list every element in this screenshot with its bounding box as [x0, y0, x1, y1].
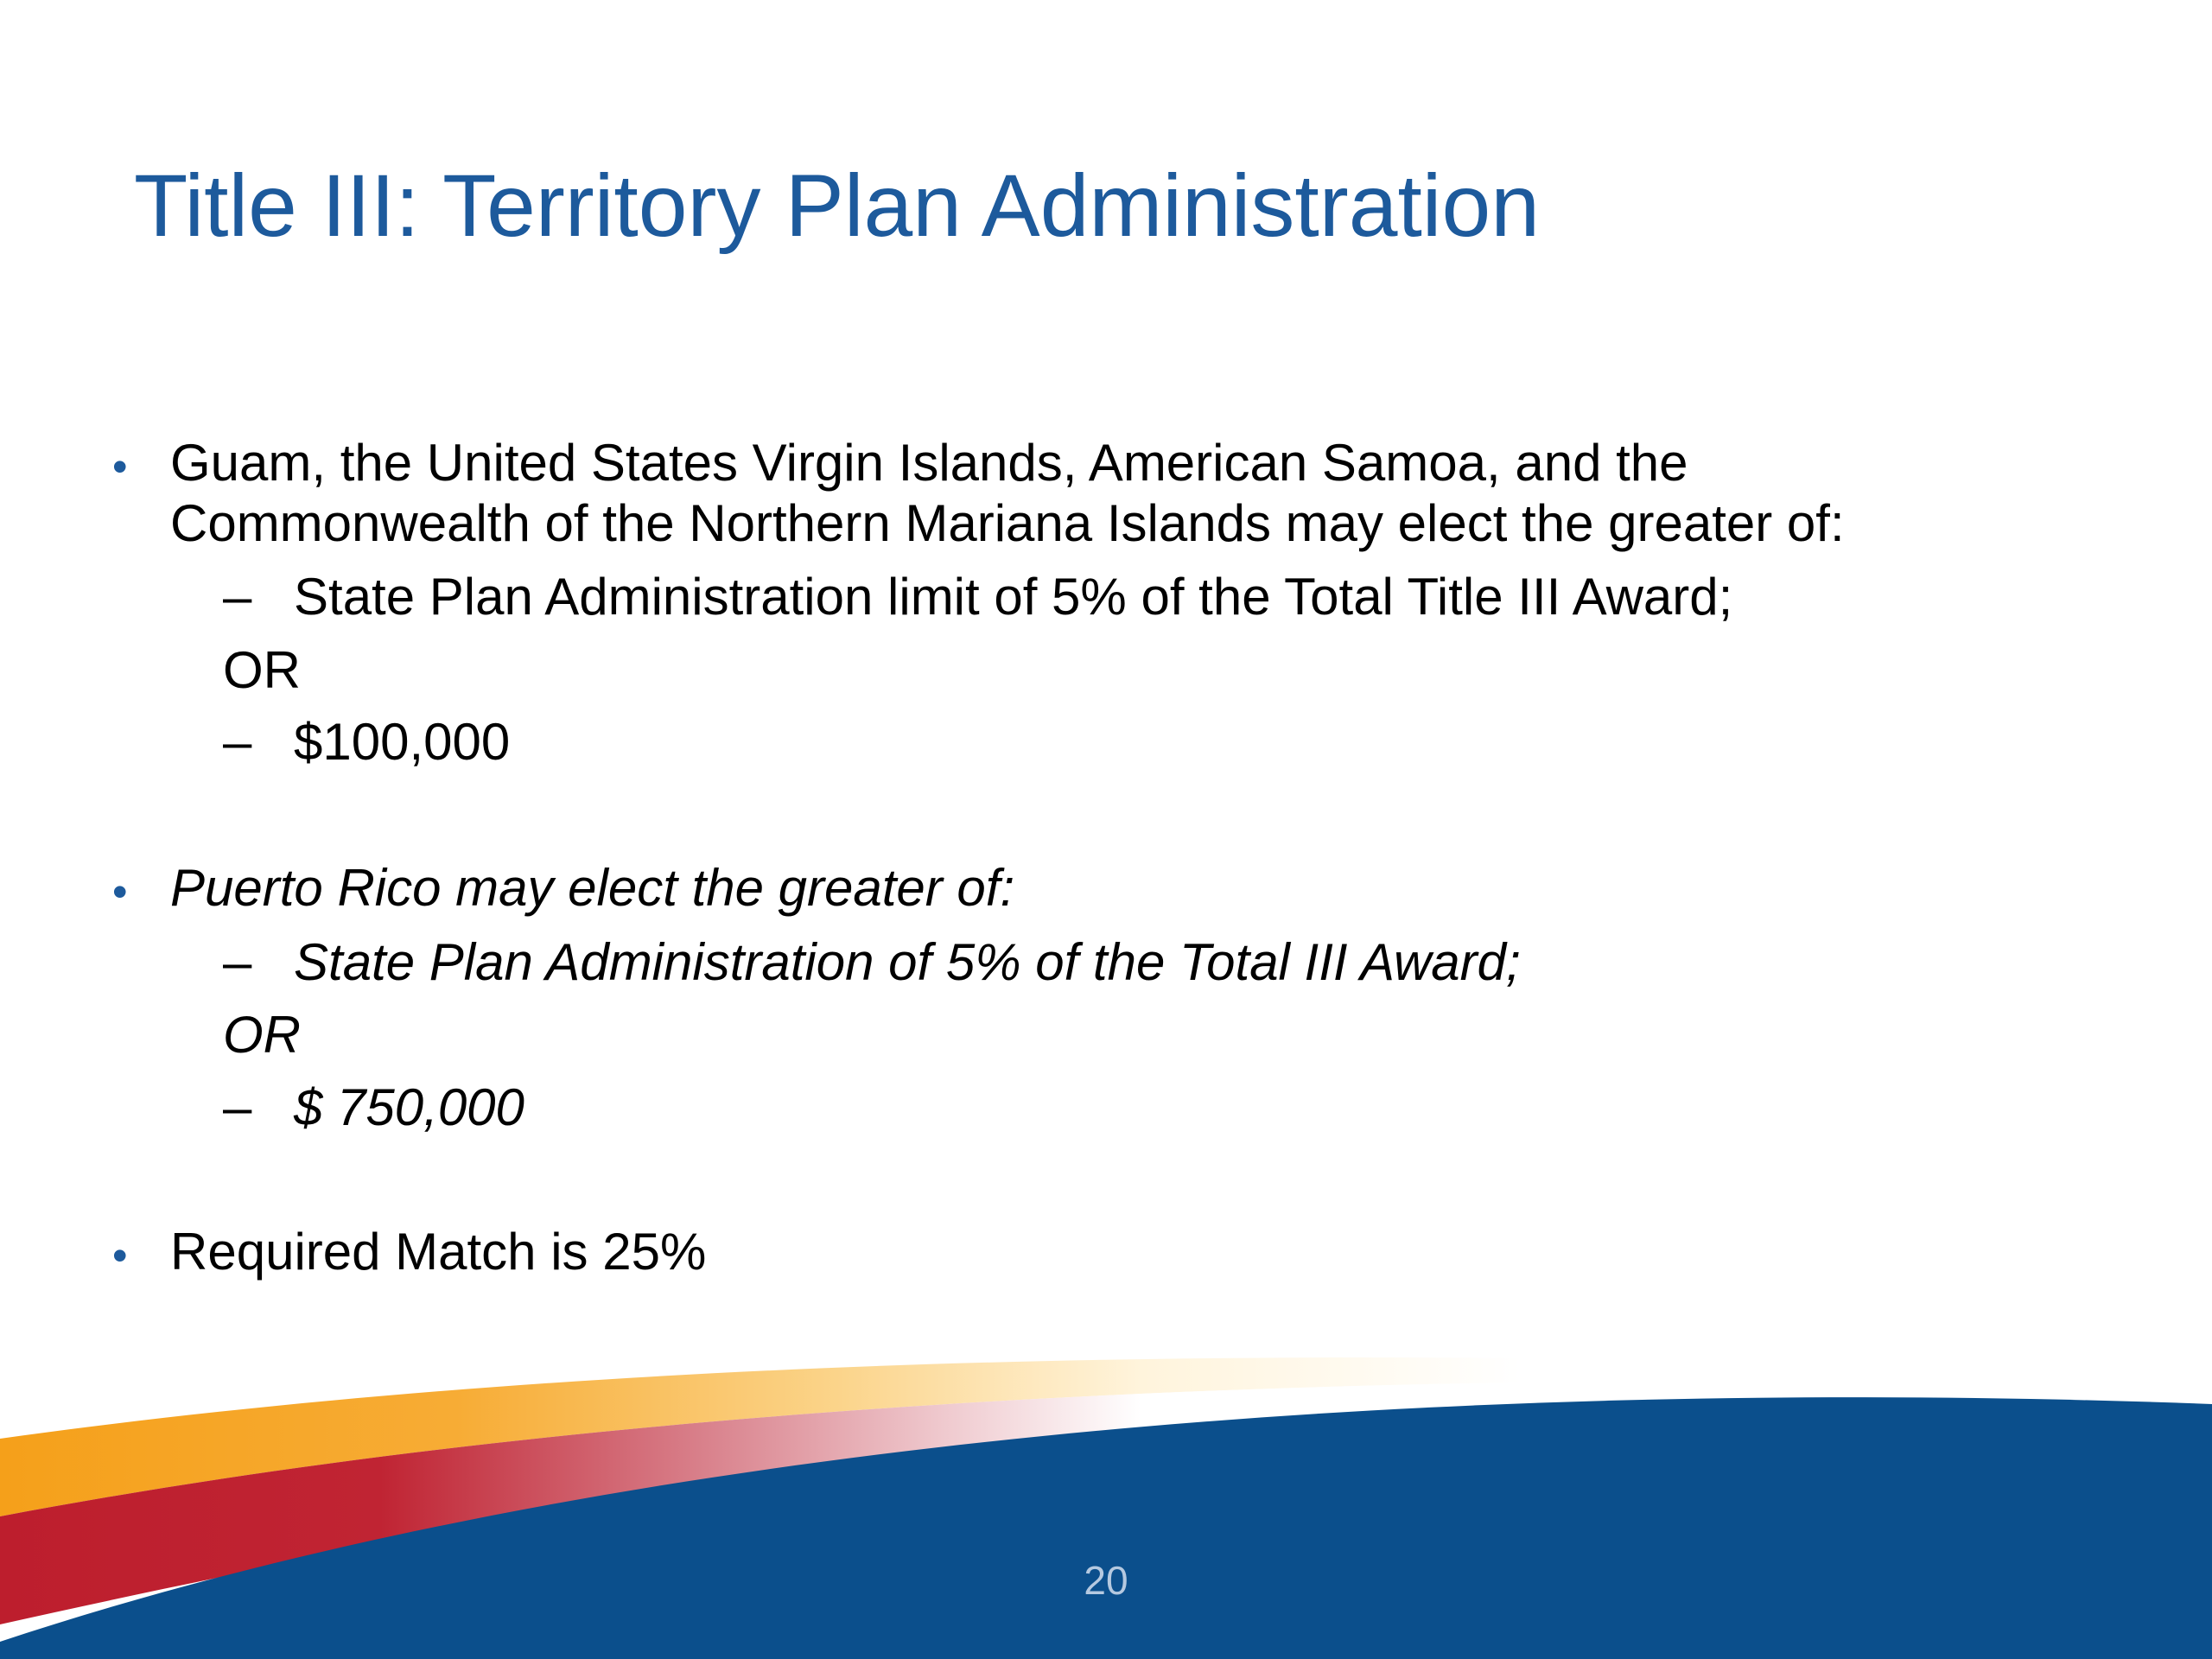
bullet-marker: •: [112, 868, 128, 916]
bullet-2-sub-2: $ 750,000: [294, 1078, 524, 1136]
dash-marker: –: [223, 713, 252, 771]
dash-marker: –: [223, 568, 252, 626]
dash-marker: –: [223, 1078, 252, 1136]
page-number: 20: [1084, 1558, 1128, 1603]
bullet-2-line-1: Puerto Rico may elect the greater of:: [170, 859, 1015, 917]
bullet-1-or: OR: [223, 641, 301, 699]
bullet-marker: •: [112, 1231, 128, 1280]
bullet-marker: •: [112, 442, 128, 491]
dash-marker: –: [223, 933, 252, 991]
bullet-1-line-1: Guam, the United States Virgin Islands, American Samoa, and the: [170, 434, 1688, 492]
bullet-3-line-1: Required Match is 25%: [170, 1223, 707, 1281]
slide-title: Title III: Territory Plan Administration: [134, 156, 1540, 255]
bullet-2-or: OR: [223, 1006, 301, 1064]
bullet-1-sub-2: $100,000: [294, 713, 511, 771]
bullet-2-sub-1: State Plan Administration of 5% of the Total III Award;: [294, 933, 1521, 991]
bullet-1-line-2: Commonwealth of the Northern Mariana Islands may elect the greater of:: [170, 494, 1845, 552]
bullet-1-sub-1: State Plan Administration limit of 5% of the Total Title III Award;: [294, 568, 1733, 626]
